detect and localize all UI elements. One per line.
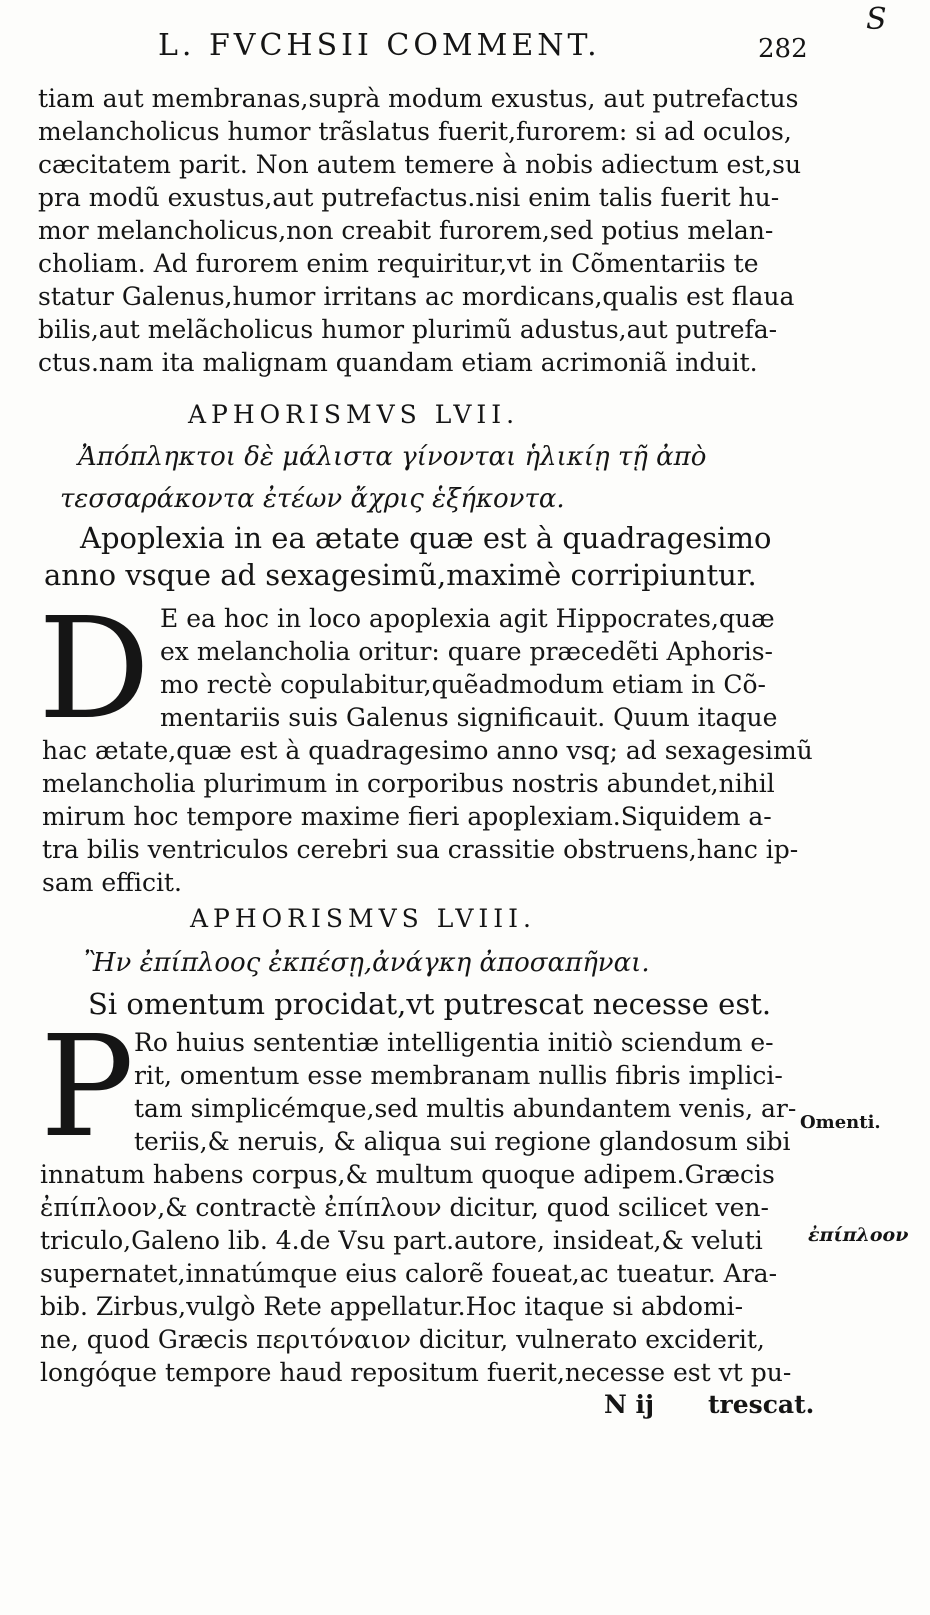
aphorism-57-latin xyxy=(44,520,804,594)
text-line: hac ætate,quæ est à quadragesimo anno vsq; ad sexagesimũ xyxy=(42,736,813,765)
aphorism-58-greek xyxy=(84,942,844,984)
greek-line: τεσσαράκοντα ἐτέων ἄχρις ἑξήκοντα. xyxy=(60,484,565,514)
latin-line: Apoplexia in ea ætate quæ est à quadragesimo xyxy=(80,521,772,555)
text-line: bib. Zirbus,vulgò Rete appellatur.Hoc itaque si abdomi- xyxy=(40,1292,744,1321)
aphorism-57-heading: APHORISMVS LVII. xyxy=(188,400,520,429)
text-line: tam simplicémque,sed multis abundantem venis, ar- xyxy=(134,1094,797,1123)
text-line: Ro huius sententiæ intelligentia initiò sciendum e- xyxy=(134,1028,774,1057)
text-line: rit, omentum esse membranam nullis fibris implici- xyxy=(134,1061,783,1090)
text-line: cæcitatem parit. Non autem temere à nobis adiectum est,su xyxy=(38,150,802,179)
corner-mark: S xyxy=(866,2,887,37)
text-line: ctus.nam ita malignam quandam etiam acrimoniã induit. xyxy=(38,348,758,377)
greek-line: Ἢν ἐπίπλοος ἐκπέσῃ,ἀνάγκη ἀποσαπῆναι. xyxy=(84,948,650,978)
aphorism-58-latin xyxy=(88,986,848,1023)
aphorism-57-commentary xyxy=(42,734,813,899)
signature-mark: N ij xyxy=(604,1390,655,1419)
text-line: choliam. Ad furorem enim requiritur,vt in Cõmentariis te xyxy=(38,249,759,278)
margin-note-omenti: Omenti. xyxy=(800,1112,881,1133)
text-line: sam efficit. xyxy=(42,868,182,897)
latin-line: Si omentum procidat,vt putrescat necesse est. xyxy=(88,987,772,1021)
intro-paragraph xyxy=(38,82,802,379)
text-line: mirum hoc tempore maxime fieri apoplexiam.Siquidem a- xyxy=(42,802,772,831)
text-line: longóque tempore haud repositum fuerit,necesse est vt pu- xyxy=(40,1358,792,1387)
text-line: supernatet,innatúmque eius calorẽ foueat,ac tueatur. Ara- xyxy=(40,1259,778,1288)
text-line: mentariis suis Galenus significauit. Quum itaque xyxy=(160,703,778,732)
text-line: innatum habens corpus,& multum quoque adipem.Græcis xyxy=(40,1160,775,1189)
text-line: E ea hoc in loco apoplexia agit Hippocrates,quæ xyxy=(160,604,775,633)
aphorism-58-heading: APHORISMVS LVIII. xyxy=(190,904,536,933)
aphorism-57-commentary-indented xyxy=(160,602,800,734)
text-line: ex melancholia oritur: quare præcedẽti Aphoris- xyxy=(160,637,773,666)
text-line: bilis,aut melãcholicus humor plurimũ adustus,aut putrefa- xyxy=(38,315,778,344)
greek-line: Ἀπόπληκτοι δὲ μάλιστα γίνονται ἡλικίῃ τῇ ἀπὸ xyxy=(78,442,707,472)
text-line: melancholia plurimum in corporibus nostris abundet,nihil xyxy=(42,769,775,798)
folio-number: 282 xyxy=(758,34,808,64)
dropcap-p: P xyxy=(40,1006,135,1169)
aphorism-57-greek xyxy=(60,436,820,520)
text-line: teriis,& neruis, & aliqua sui regione glandosum sibi xyxy=(134,1127,791,1156)
text-line: mo rectè copulabitur,quẽadmodum etiam in Cõ- xyxy=(160,670,766,699)
text-line: triculo,Galeno lib. 4.de Vsu part.autore, insideat,& veluti xyxy=(40,1226,763,1255)
running-head: L. FVCHSII COMMENT. xyxy=(158,28,601,63)
text-line: mor melancholicus,non creabit furorem,sed potius melan- xyxy=(38,216,774,245)
text-line: statur Galenus,humor irritans ac mordicans,qualis est flaua xyxy=(38,282,795,311)
catchword: trescat. xyxy=(708,1390,815,1419)
aphorism-58-commentary-indented xyxy=(134,1026,797,1158)
text-line: ἐπίπλοον,& contractè ἐπίπλουν dicitur, quod scilicet ven- xyxy=(40,1193,769,1222)
text-line: ne, quod Græcis περιτόναιον dicitur, vulnerato exciderit, xyxy=(40,1325,765,1354)
aphorism-58-commentary xyxy=(40,1158,800,1389)
text-line: melancholicus humor trãslatus fuerit,furorem: si ad oculos, xyxy=(38,117,792,146)
latin-line: anno vsque ad sexagesimũ,maximè corripiuntur. xyxy=(44,558,757,592)
text-line: tra bilis ventriculos cerebri sua crassitie obstruens,hanc ip- xyxy=(42,835,799,864)
text-line: tiam aut membranas,suprà modum exustus, aut putrefactus xyxy=(38,84,799,113)
dropcap-d: D xyxy=(38,588,151,751)
text-line: pra modũ exustus,aut putrefactus.nisi enim talis fuerit hu- xyxy=(38,183,780,212)
margin-note-greek: ἐπίπλοον xyxy=(808,1224,909,1246)
